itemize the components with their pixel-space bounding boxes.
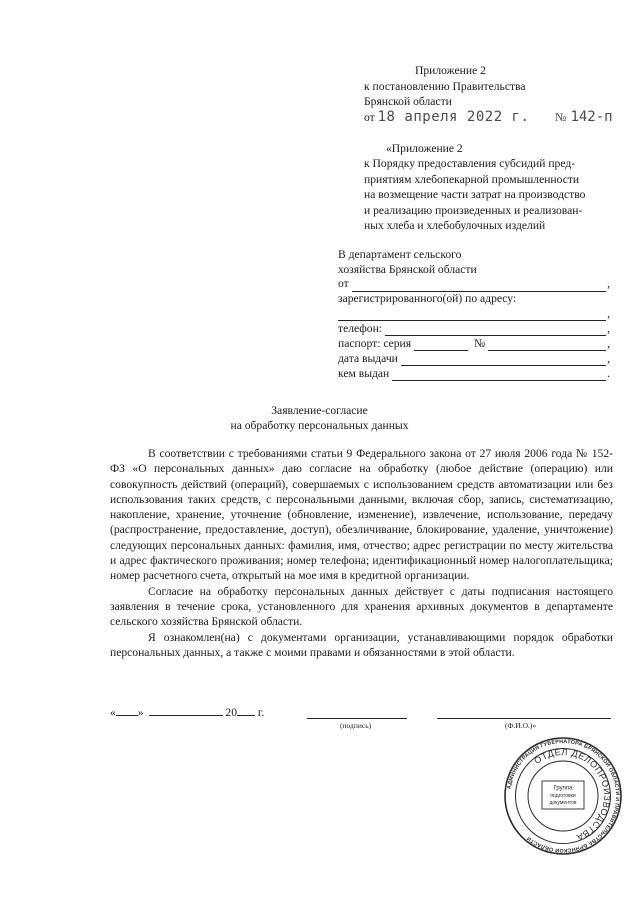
passport-label: паспорт: серия: [338, 337, 412, 351]
signature-date: [110, 705, 264, 720]
recipient-line-2-text: хозяйства Брянской области: [338, 262, 477, 276]
appendix-number: [555, 110, 613, 125]
body-paragraph-1: В соответствии с требованиями статьи 9 Федерального закона от 27 июля 2006 года № 152-ФЗ «О персональных данных» даю согласие на обработку (любое действие (операцию) или совокупность действий (операций), совершаемых с использованием средств автоматизации или без использования таких средств, с персональными данными, включая сбор, запись, систематизацию, накопление, хранение, уточнение (обновление, изменение), извлечение, использование, передачу (распространение, предоставление, доступ), обезличивание, блокирование, удаление, уничтожение) следующих персональных данных: фамилия, имя, отчество; адрес регистрации по месту жительства и адрес фактического проживания; номер телефона; идентификационный номер налогоплательщика; номер расчетного счета, открытый на мое имя в кредитной организации.: [110, 447, 613, 583]
body-paragraph-2: Согласие на обработку персональных данных действует с даты подписания настоящего заявления в течение срока, установленного для хранения архивных документов в департаменте сельского хозяйства Брянской области.: [110, 584, 613, 629]
passport-field-row: паспорт: серия № ,: [338, 337, 610, 351]
passport-number-field[interactable]: [488, 339, 606, 351]
address-field[interactable]: [338, 309, 606, 321]
seal-center-line-3: документов: [549, 800, 577, 806]
issue-date-field[interactable]: [401, 354, 606, 366]
seal-outer-text: АДМИНИСТРАЦИЯ ГУБЕРНАТОРА БРЯНСКОЙ ОБЛАСТИ И ПРАВИТЕЛЬСТВА БРЯНСКОЙ ОБЛАСТИ: [506, 738, 621, 854]
appendix-number-sign: №: [555, 109, 567, 124]
issue-date-field-row: дата выдачи ,: [338, 351, 610, 365]
full-name-field[interactable]: [437, 718, 611, 719]
date-year-suffix: г.: [257, 706, 265, 719]
seal-center-line-2: подготовки: [550, 793, 576, 799]
date-year-field[interactable]: [237, 705, 255, 716]
appendix-number-stamp: 142-п: [570, 108, 613, 125]
appendix-date-line: [364, 110, 624, 127]
procedure-line-1: к Порядку предоставления субсидий пред-: [364, 157, 576, 171]
signature-field[interactable]: [307, 718, 407, 719]
address-field-row: ,: [338, 307, 610, 322]
body-paragraph-3: Я ознакомлен(на) с документами организации, устанавливающими порядок обработки персональных данных, а также с моими правами и обязанностями в этой области.: [110, 630, 613, 659]
phone-field[interactable]: [385, 324, 606, 336]
date-month-field[interactable]: [149, 705, 223, 716]
signature-caption: (подпись): [340, 721, 372, 730]
issue-date-label: дата выдачи: [338, 351, 398, 365]
date-day-field[interactable]: [116, 705, 138, 716]
recipient-block: [338, 247, 610, 381]
phone-label: телефон:: [338, 322, 383, 336]
seal-middle-text: ОТДЕЛ ДЕЛОПРОИЗВОДСТВА: [532, 746, 613, 843]
appendix-date-prefix: от: [364, 110, 375, 124]
official-seal: [503, 736, 623, 856]
full-name-caption: (Ф.И.О.)»: [505, 721, 537, 730]
recipient-line-2: [338, 262, 610, 277]
recipient-line-1: [338, 247, 610, 262]
heading-line-1: Заявление-согласие: [271, 404, 368, 417]
phone-field-row: телефон: ,: [338, 322, 610, 336]
passport-number-sign: №: [474, 337, 486, 351]
procedure-header: [364, 141, 624, 233]
issued-by-label: кем выдан: [338, 366, 390, 380]
from-label: от: [338, 277, 349, 291]
date-year-prefix: 20: [225, 706, 237, 719]
address-label: зарегистрированного(ой) по адресу:: [338, 292, 517, 306]
from-field-row: от ,: [338, 277, 610, 291]
document-body: [110, 446, 613, 660]
date-quote-close: »: [137, 706, 144, 719]
appendix-line-2: Брянской области: [364, 95, 452, 109]
procedure-line-4: и реализацию произведенных и реализован-: [364, 203, 583, 217]
appendix-header: [364, 63, 624, 127]
document-heading: [0, 403, 639, 433]
address-label-row: [338, 292, 610, 307]
seal-center-line-1: Группа: [553, 785, 573, 792]
procedure-line-2: приятиям хлебопекарной промышленности: [364, 172, 580, 186]
from-field[interactable]: [352, 280, 606, 292]
date-quote-open: «: [110, 706, 116, 719]
procedure-line-3: на возмещение части затрат на производство: [364, 188, 586, 202]
signature-row: [110, 705, 615, 735]
procedure-line-5: ных хлеба и хлебобулочных изделий: [364, 218, 546, 232]
issued-by-field-row: кем выдан .: [338, 366, 610, 380]
passport-series-field[interactable]: [414, 339, 468, 351]
procedure-title: «Приложение 2: [386, 142, 463, 155]
issued-by-field[interactable]: [392, 369, 606, 381]
appendix-title: Приложение 2: [415, 64, 486, 77]
heading-line-2: на обработку персональных данных: [230, 419, 409, 432]
recipient-line-1-text: В департамент сельского: [338, 247, 462, 261]
appendix-date-stamp: 18 апреля 2022 г.: [377, 108, 530, 125]
appendix-line-1: к постановлению Правительства: [364, 79, 526, 93]
